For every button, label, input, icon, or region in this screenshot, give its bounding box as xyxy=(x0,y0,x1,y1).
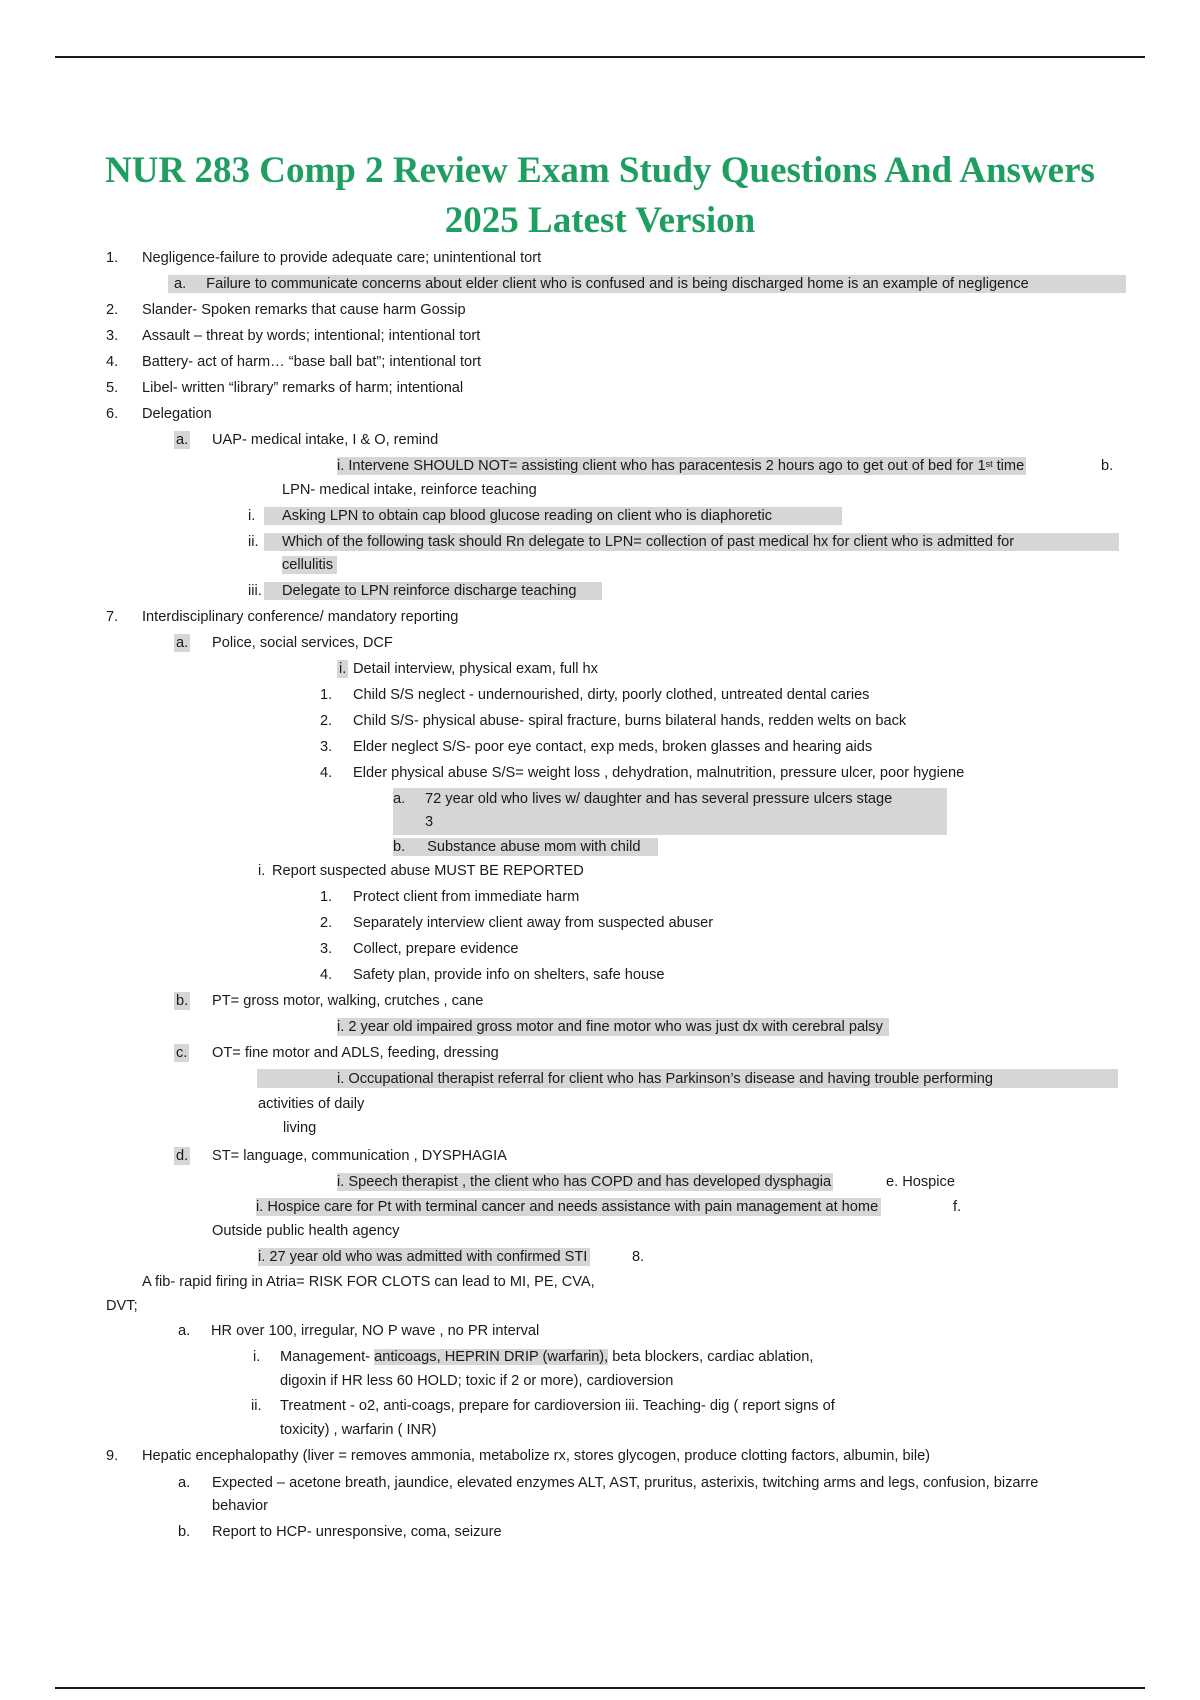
list-item: Elder physical abuse S/S= weight loss , dehydration, malnutrition, pressure ulcer, poor hygiene xyxy=(353,765,965,781)
list-item-highlighted xyxy=(337,457,1026,475)
list-marker: 4. xyxy=(320,765,333,781)
list-marker: a. xyxy=(174,276,187,292)
list-marker: i. xyxy=(337,458,345,474)
list-item: Collect, prepare evidence xyxy=(353,941,519,957)
list-item: A fib- rapid firing in Atria= RISK FOR CLOTS can lead to MI, PE, CVA, xyxy=(142,1274,595,1290)
list-marker: 1. xyxy=(106,250,119,266)
superscript: st xyxy=(985,459,993,469)
list-item-text: Occupational therapist referral for client who has Parkinson’s disease and having trouble performing xyxy=(348,1071,993,1087)
list-item: Failure to communicate concerns about elder client who is confused and is being discharged home is an example of negligence xyxy=(206,276,1029,292)
document-title-line-1: NUR 283 Comp 2 Review Exam Study Questions And Answers xyxy=(105,150,1095,191)
list-item-continuation: living xyxy=(283,1120,317,1136)
list-marker: 6. xyxy=(106,406,119,422)
list-item-tail: beta blockers, cardiac ablation, xyxy=(608,1349,814,1365)
list-item: Police, social services, DCF xyxy=(212,635,393,651)
list-marker: ii. xyxy=(251,1398,262,1414)
list-marker: b. xyxy=(176,993,189,1009)
list-item: 72 year old who lives w/ daughter and has several pressure ulcers stage xyxy=(425,791,893,807)
list-item-text: 2 year old impaired gross motor and fine motor who was just dx with cerebral palsy xyxy=(348,1019,883,1035)
list-item: Child S/S neglect - undernourished, dirty, poorly clothed, untreated dental caries xyxy=(353,687,870,703)
list-marker: 3. xyxy=(320,739,333,755)
list-item: Interdisciplinary conference/ mandatory reporting xyxy=(142,609,459,625)
list-item xyxy=(280,1348,813,1366)
list-marker: i. xyxy=(256,1199,264,1215)
list-marker: 1. xyxy=(320,889,333,905)
list-marker: iii. xyxy=(248,583,262,599)
list-marker-highlighted xyxy=(168,275,1126,293)
list-item: Assault – threat by words; intentional; intentional tort xyxy=(142,328,481,344)
list-marker: 2. xyxy=(106,302,119,318)
list-item: Delegation xyxy=(142,406,212,422)
list-item-highlighted xyxy=(337,1173,833,1191)
list-item: UAP- medical intake, I & O, remind xyxy=(212,432,439,448)
list-marker: i. xyxy=(337,1071,345,1087)
list-marker: i. xyxy=(258,1249,266,1265)
list-item: Delegate to LPN reinforce discharge teaching xyxy=(264,582,602,600)
list-item-highlighted xyxy=(258,1248,590,1266)
list-item: Negligence-failure to provide adequate care; unintentional tort xyxy=(142,250,542,266)
list-marker: ii. xyxy=(248,534,259,550)
list-marker: 5. xyxy=(106,380,119,396)
list-marker: a. xyxy=(176,432,189,448)
list-marker: b. xyxy=(178,1524,191,1540)
list-item: Protect client from immediate harm xyxy=(353,889,580,905)
list-item: Which of the following task should Rn delegate to LPN= collection of past medical hx for client who is admitted for xyxy=(264,533,1119,551)
list-marker: a. xyxy=(178,1475,191,1491)
list-item-highlighted xyxy=(337,1018,889,1036)
list-marker: 1. xyxy=(320,687,333,703)
list-item-tail: e. Hospice xyxy=(886,1174,955,1190)
list-item: PT= gross motor, walking, crutches , cane xyxy=(212,993,484,1009)
list-item: Report to HCP- unresponsive, coma, seizure xyxy=(212,1524,502,1540)
list-marker: i. xyxy=(337,1019,345,1035)
list-marker: 2. xyxy=(320,713,333,729)
list-item: Hepatic encephalopathy (liver = removes ammonia, metabolize rx, stores glycogen, produce clotting factors, albumin, bile) xyxy=(142,1448,931,1464)
list-item-tail: time xyxy=(992,458,1025,474)
list-item-continuation: cellulitis xyxy=(282,556,337,574)
list-marker: i. xyxy=(337,1174,345,1190)
list-item-text: Substance abuse mom with child xyxy=(427,839,641,855)
list-item-highlighted xyxy=(393,838,658,856)
list-item-text: Management- xyxy=(280,1349,375,1365)
list-marker: i. xyxy=(248,508,256,524)
list-marker: 4. xyxy=(106,354,119,370)
list-item: Treatment - o2, anti-coags, prepare for cardioversion iii. Teaching- dig ( report signs of xyxy=(280,1398,835,1414)
list-item-highlighted xyxy=(256,1198,881,1216)
list-item: Expected – acetone breath, jaundice, elevated enzymes ALT, AST, pruritus, asterixis, twitching arms and legs, confusion, bizarre xyxy=(212,1475,1039,1491)
list-marker: 4. xyxy=(320,967,333,983)
list-marker: a. xyxy=(178,1323,191,1339)
list-marker: 9. xyxy=(106,1448,119,1464)
list-marker: c. xyxy=(176,1045,188,1061)
list-item: Detail interview, physical exam, full hx xyxy=(353,661,598,677)
list-marker: i. xyxy=(253,1349,261,1365)
list-item: HR over 100, irregular, NO P wave , no PR interval xyxy=(211,1323,540,1339)
list-marker: b. xyxy=(1101,458,1114,474)
list-item-continuation: digoxin if HR less 60 HOLD; toxic if 2 or more), cardioversion xyxy=(280,1373,674,1389)
list-marker: a. xyxy=(393,791,406,807)
list-item-continuation: 3 xyxy=(425,814,434,830)
list-item: Libel- written “library” remarks of harm; intentional xyxy=(142,380,464,396)
list-marker: 8. xyxy=(632,1249,645,1265)
list-item: Report suspected abuse MUST BE REPORTED xyxy=(272,863,584,879)
list-marker: 2. xyxy=(320,915,333,931)
list-item: Child S/S- physical abuse- spiral fracture, burns bilateral hands, redden welts on back xyxy=(353,713,907,729)
list-item: OT= fine motor and ADLS, feeding, dressing xyxy=(212,1045,499,1061)
list-item: Separately interview client away from suspected abuser xyxy=(353,915,714,931)
list-marker: i. xyxy=(339,661,347,677)
list-item: ST= language, communication , DYSPHAGIA xyxy=(212,1148,507,1164)
list-item-continuation: DVT; xyxy=(106,1298,138,1314)
list-item-continuation: activities of daily xyxy=(258,1096,365,1112)
list-item: Elder neglect S/S- poor eye contact, exp meds, broken glasses and hearing aids xyxy=(353,739,873,755)
bottom-rule xyxy=(55,1687,1145,1689)
list-item: Outside public health agency xyxy=(212,1223,400,1239)
list-item-text: Intervene SHOULD NOT= assisting client who has paracentesis 2 hours ago to get out of bed for 1 xyxy=(348,458,986,474)
list-marker: d. xyxy=(176,1148,189,1164)
list-item-highlighted xyxy=(337,1070,993,1088)
top-rule xyxy=(55,56,1145,58)
list-item-text: Speech therapist , the client who has COPD and has developed dysphagia xyxy=(348,1174,832,1190)
list-marker: b. xyxy=(393,839,406,855)
list-item: LPN- medical intake, reinforce teaching xyxy=(282,482,537,498)
list-item-text: 27 year old who was admitted with confirmed STI xyxy=(269,1249,588,1265)
highlighted-text: anticoags, HEPRIN DRIP (warfarin), xyxy=(374,1349,609,1365)
list-item: Asking LPN to obtain cap blood glucose reading on client who is diaphoretic xyxy=(264,507,842,525)
list-item: Slander- Spoken remarks that cause harm Gossip xyxy=(142,302,466,318)
list-item-continuation: behavior xyxy=(212,1498,268,1514)
list-marker: f. xyxy=(953,1199,962,1215)
list-item-text: Hospice care for Pt with terminal cancer and needs assistance with pain management at home xyxy=(267,1199,879,1215)
list-marker: a. xyxy=(176,635,189,651)
list-item: Safety plan, provide info on shelters, safe house xyxy=(353,967,665,983)
list-marker: 3. xyxy=(106,328,119,344)
list-marker: i. xyxy=(258,863,266,879)
list-marker: 3. xyxy=(320,941,333,957)
list-marker: 7. xyxy=(106,609,119,625)
list-item: Battery- act of harm… “base ball bat”; intentional tort xyxy=(142,354,482,370)
document-title-line-2: 2025 Latest Version xyxy=(444,200,756,241)
list-item-continuation: toxicity) , warfarin ( INR) xyxy=(280,1422,437,1438)
